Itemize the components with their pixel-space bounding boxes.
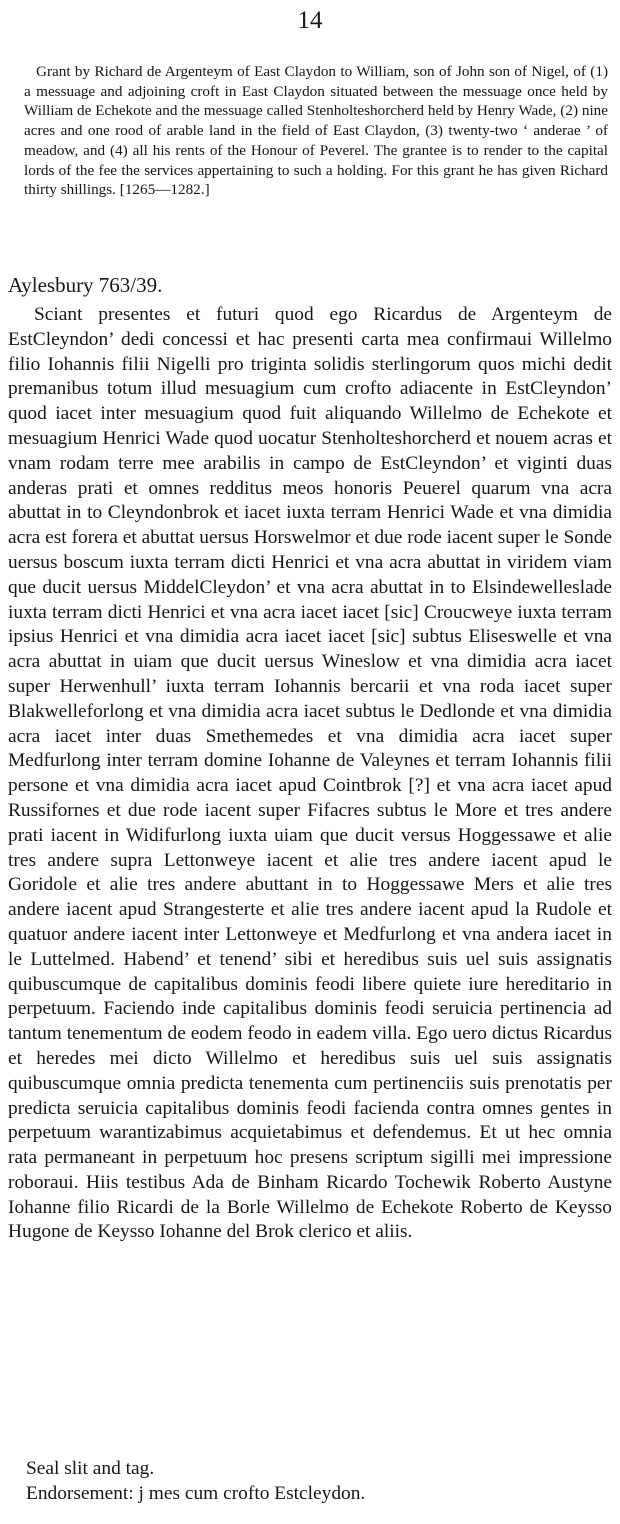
page-number: 14 bbox=[297, 7, 323, 34]
archive-reference: Aylesbury 763/39. bbox=[8, 273, 163, 297]
charter-text: Sciant presentes et futuri quod ego Ricardus de Argenteym de EstCleyndon’ dedi concessi et hac presenti carta mea confirmaui Willelmo filio Iohannis filii Nigelli pro triginta solidis sterlingorum quos michi dedit premanibus totum illud mesuagium cum crofto adiacente in EstCleyndon’ quod iacet inter mesuagium quod fuit aliquando Willelmo de Echekote et mesuagium Henrici Wade quod uocatur Stenholteshorcherd et nouem acras et vnam rodam terre mee arabilis in campo de EstCleyndon’ et viginti duas anderas prati et omnes redditus meos honoris Peuerel quarum vna acra abuttat in to Cleyndonbrok et iacet iuxta terram Henrici Wade et vna dimidia acra est forera et abuttat uersus Horswelmor et due rode iacent super le Sonde uersus boscum iuxta terram dicti Henrici et vna acra abuttat in viridem viam que ducit uersus MiddelCleydon’ et vna acra abuttat in to Elsindewelleslade iuxta terram dicti Henrici et vna acra iacet iacet [sic] Croucweye iuxta terram ipsius Henrici et vna dimidia acra iacet iacet [sic] subtus Eliseswelle et vna acra abuttat in uiam que ducit uersus Wineslow et vna dimidia acra iacet super Herwenhull’ iuxta terram Iohannis bercarii et vna roda iacet super Blakwelleforlong et vna dimidia acra iacet subtus le Dedlonde et vna dimidia acra iacet inter duas Smethemedes et vna dimidia acra iacet super Medfurlong inter terram domine Iohanne de Valeynes et terram Iohannis filii persone et vna dimidia acra iacet apud Cointbrok [?] et vna acra iacet apud Russifornes et due rode iacent super Fifacres subtus le More et tres andere prati iacent in Widifurlong iuxta uiam que ducit versus Hoggessawe et alie tres andere supra Lettonweye iacent et alie tres andere iacent apud le Goridole et alie tres andere abuttant in to Hoggessawe Mers et alie tres andere iacent apud Strangesterte et alie tres andere iacent apud la Rudole et quatuor andere iacent inter Lettonweye et Medfurlong et vna andera iacet in le Luttelmed. Habend’ et tenend’ sibi et heredibus suis uel suis assignatis quibuscumque de capitalibus dominis feodi libere quiete iure hereditario in perpetuum. Faciendo inde capitalibus dominis feodi seruicia pertinencia ad tantum tenementum de eodem feodo in eadem villa. Ego uero dictus Ricardus et heredes mei dicto Willelmo et heredibus suis uel suis assignatis quibuscumque omnia predicta tenementa cum pertinenciis suis prenotatis per predicta seruicia capitalibus dominis feodi facienda contra omnes gentes in perpetuum warantizabimus acquietabimus et defendemus. Et ut hec omnia rata permaneant in perpetuum hoc presens scriptum sigilli mei impressione roboraui. Hiis testibus Ada de Binham Ricardo Tochewik Roberto Austyne Iohanne filio Ricardi de la Borle Willelmo de Echekote Roberto de Keysso Hugone de Keysso Iohanne del Brok clerico et aliis. bbox=[8, 304, 612, 1243]
endorsement-note: Endorsement: j mes cum crofto Estcleydon. bbox=[26, 1483, 366, 1504]
seal-note: Seal slit and tag. bbox=[26, 1458, 155, 1479]
summary-paragraph: Grant by Richard de Argenteym of East Claydon to William, son of John son of Nigel, of (1) a messuage and adjoining croft in East Claydon situated between the messuage once held by William de Echekote and the messuage called Stenholteshorcherd held by Henry Wade, (2) nine acres and one rood of arable land in the field of East Claydon, (3) twenty-two ‘ anderae ’ of meadow, and (4) all his rents of the Honour of Peverel. The grantee is to render to the capital lords of the fee the services appertaining to such a holding. For this grant he has given Richard thirty shillings. [1265—1282.] bbox=[24, 63, 608, 199]
